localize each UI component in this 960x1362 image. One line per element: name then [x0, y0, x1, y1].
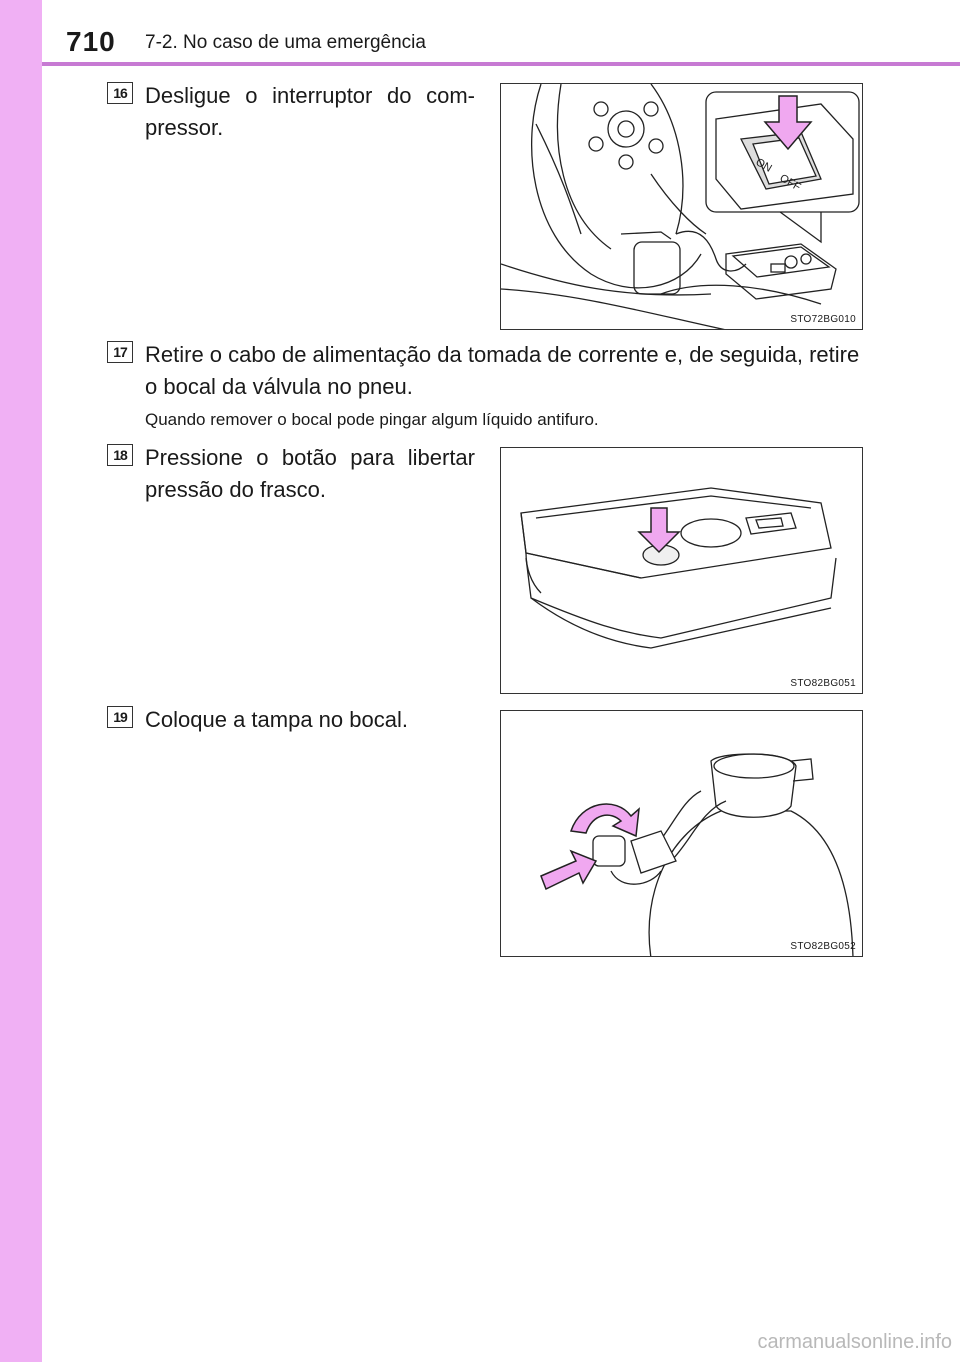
- step-text-17: Retire o cabo de alimentação da tomada de corrente e, de seguida, retire o bocal da válvula no pneu.: [145, 342, 860, 399]
- figure-bottle-release-button: [500, 447, 863, 694]
- switch-label-on: ON: [753, 156, 774, 175]
- step-note-17: Quando remover o bocal pode pingar algum líquido antifuro.: [145, 410, 599, 429]
- figure-code: STO82BG051: [790, 678, 856, 689]
- figure-code: STO82BG052: [790, 941, 856, 952]
- header-rule: [42, 62, 960, 66]
- step-number-16: 16: [107, 82, 133, 104]
- figure-compressor-switch: [500, 83, 863, 330]
- switch-label-off: OFF: [777, 172, 803, 194]
- watermark: carmanualsonline.info: [757, 1331, 952, 1353]
- step-text-18: Pressione o botão para libertar pressão do frasco.: [145, 445, 475, 502]
- side-tab-bar: [0, 0, 42, 1362]
- figure-cap-on-nozzle: [500, 710, 863, 957]
- step-number-17: 17: [107, 341, 133, 363]
- section-title: 7-2. No caso de uma emergência: [145, 32, 426, 53]
- step-text-19: Coloque a tampa no bocal.: [145, 707, 408, 732]
- step-number-18: 18: [107, 444, 133, 466]
- step-text-16: Desligue o interruptor do com- pressor.: [145, 83, 475, 140]
- step-number-19: 19: [107, 706, 133, 728]
- figure-code: STO72BG010: [790, 314, 856, 325]
- page-number: 710: [66, 26, 116, 57]
